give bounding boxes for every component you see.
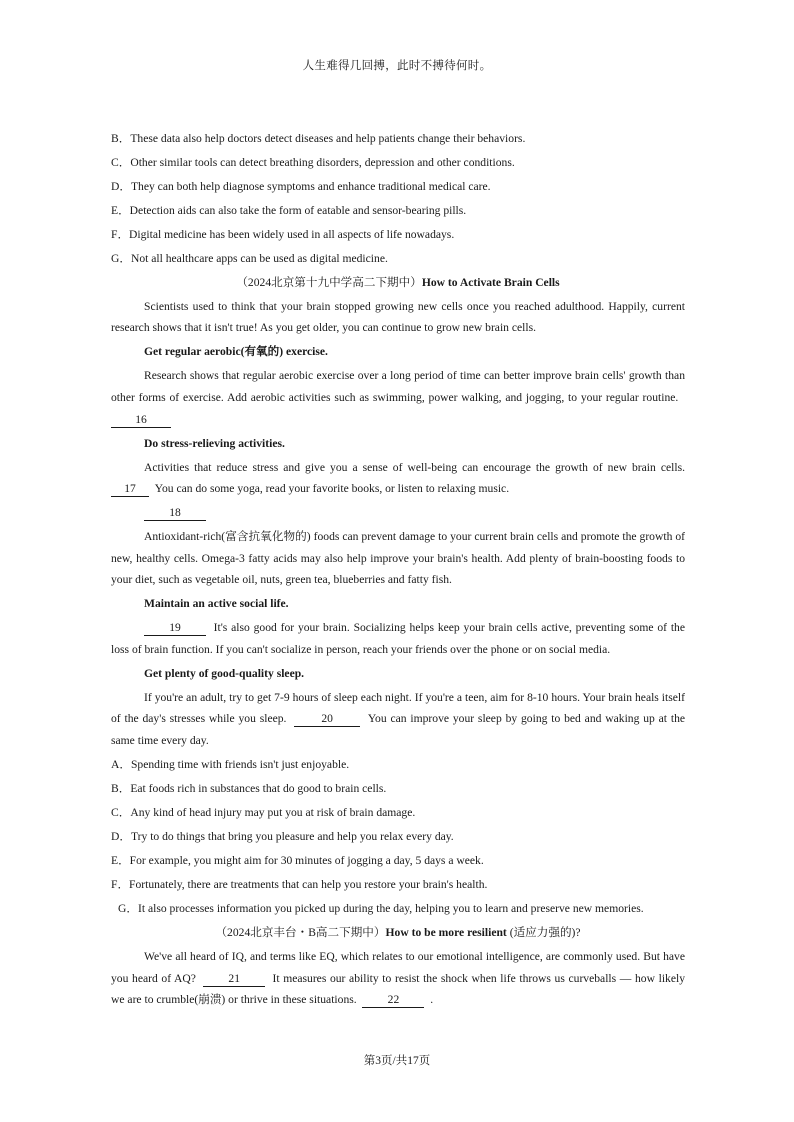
- option-g: G．Not all healthcare apps can be used as digital medicine.: [111, 251, 388, 265]
- passage2-source: （2024北京丰台・B高二下期中）: [215, 925, 386, 939]
- blank-17[interactable]: 17: [111, 482, 149, 497]
- blank-16[interactable]: 16: [111, 413, 171, 428]
- option-c: C．Any kind of head injury may put you at risk of brain damage.: [111, 806, 416, 820]
- paragraph-text: We've all heard of IQ, and terms like EQ, which relates to our emotional intelligence, are commonly used. But have you heard of AQ?: [111, 949, 685, 985]
- paragraph-text: You can improve your sleep by going to bed and waking up at the same time every day.: [111, 712, 686, 748]
- passage1-paragraph-1: [111, 365, 685, 430]
- option-f: F．Digital medicine has been widely used in all aspects of life nowadays.: [111, 227, 455, 241]
- passage1-paragraph-4: [111, 617, 685, 660]
- passage2-paragraph-1: [111, 946, 685, 1011]
- passage1-intro: Scientists used to think that your brain stopped growing new cells once you reached adulthood. Happily, current research shows that it isn't true! As you get older, you can continue to grow new brain cells.: [111, 299, 685, 335]
- paragraph-text: Activities that reduce stress and give you a sense of well-being can encourage the growth of new brain cells.: [144, 460, 685, 474]
- previous-options-list: [111, 128, 685, 270]
- passage1-heading: [111, 272, 685, 294]
- option-d: D．Try to do things that bring you pleasure and help you relax every day.: [111, 830, 454, 844]
- option-g: G．It also processes information you picked up during the day, helping you to learn and preserve new memories.: [118, 901, 644, 915]
- page-header-motto: 人生难得几回搏，此时不搏待何时。: [302, 60, 492, 72]
- option-d: D．They can both help diagnose symptoms and enhance traditional medical care.: [111, 179, 491, 193]
- passage1-paragraph-2: [111, 457, 685, 500]
- passage2-heading: [111, 922, 685, 944]
- paragraph-text: .: [430, 993, 434, 1007]
- page-content: [111, 128, 685, 1013]
- paragraph-text: You can do some yoga, read your favorite books, or listen to relaxing music.: [154, 482, 510, 496]
- blank-21[interactable]: 21: [203, 972, 265, 987]
- passage1-source: （2024北京第十九中学高二下期中）: [236, 275, 422, 289]
- paragraph-text: It measures our ability to resist the shock when life throws us curveballs — how likely we are to crumble(崩溃) or thrive in these situations.: [111, 971, 686, 1007]
- option-a: A．Spending time with friends isn't just enjoyable.: [111, 758, 350, 772]
- passage2-title-note: (适应力强的)?: [509, 925, 581, 939]
- passage2-title: How to be more resilient: [385, 925, 507, 939]
- option-c: C．Other similar tools can detect breathing disorders, depression and other conditions.: [111, 155, 515, 169]
- passage1-options-list: [111, 754, 685, 920]
- option-f: F．Fortunately, there are treatments that can help you restore your brain's health.: [111, 877, 488, 891]
- passage1-title: How to Activate Brain Cells: [421, 275, 560, 289]
- passage1-subheading-1: Get regular aerobic(有氧的) exercise.: [144, 345, 328, 359]
- option-b: B．Eat foods rich in substances that do good to brain cells.: [111, 782, 387, 796]
- passage1-subheading-3: Maintain an active social life.: [144, 597, 289, 611]
- paragraph-text: Research shows that regular aerobic exercise over a long period of time can better improve brain cells' growth than other forms of exercise. Add aerobic activities such as swimming, power walking, and jogging, to your regular routine.: [111, 369, 685, 405]
- option-e: E．Detection aids can also take the form of eatable and sensor-bearing pills.: [111, 203, 467, 217]
- passage1-subheading-2: Do stress-relieving activities.: [144, 436, 285, 450]
- blank-22[interactable]: 22: [362, 993, 424, 1008]
- paragraph-text: It's also good for your brain. Socializing helps keep your brain cells active, preventing some of the loss of brain function. If you can't socialize in person, reach your friends over the phone or on social media.: [111, 621, 686, 656]
- paragraph-text: If you're an adult, try to get 7-9 hours of sleep each night. If you're a teen, aim for 8-10 hours. Your brain heals itself of the day's stresses while you sleep.: [111, 690, 685, 726]
- passage1-paragraph-3: Antioxidant-rich(富含抗氧化物的) foods can prevent damage to your current brain cells and promote the growth of new, healthy cells. Omega-3 fatty acids may also help improve your brain's health. Add plenty of brain-boosting foods to your diet, such as vegetable oil, nuts, green tea, blueberries and fatty fish.: [111, 530, 685, 587]
- blank-19[interactable]: 19: [144, 621, 206, 636]
- passage1-subheading-4: Get plenty of good-quality sleep.: [144, 666, 305, 680]
- page-footer-number: 第3页/共17页: [363, 1055, 431, 1067]
- passage1-blank-18-line: [111, 502, 685, 524]
- passage1-paragraph-5: [111, 687, 685, 752]
- blank-20[interactable]: 20: [294, 712, 360, 727]
- option-e: E．For example, you might aim for 30 minutes of jogging a day, 5 days a week.: [111, 854, 484, 867]
- option-b: B．These data also help doctors detect diseases and help patients change their behaviors.: [111, 132, 526, 145]
- blank-18[interactable]: 18: [144, 506, 206, 521]
